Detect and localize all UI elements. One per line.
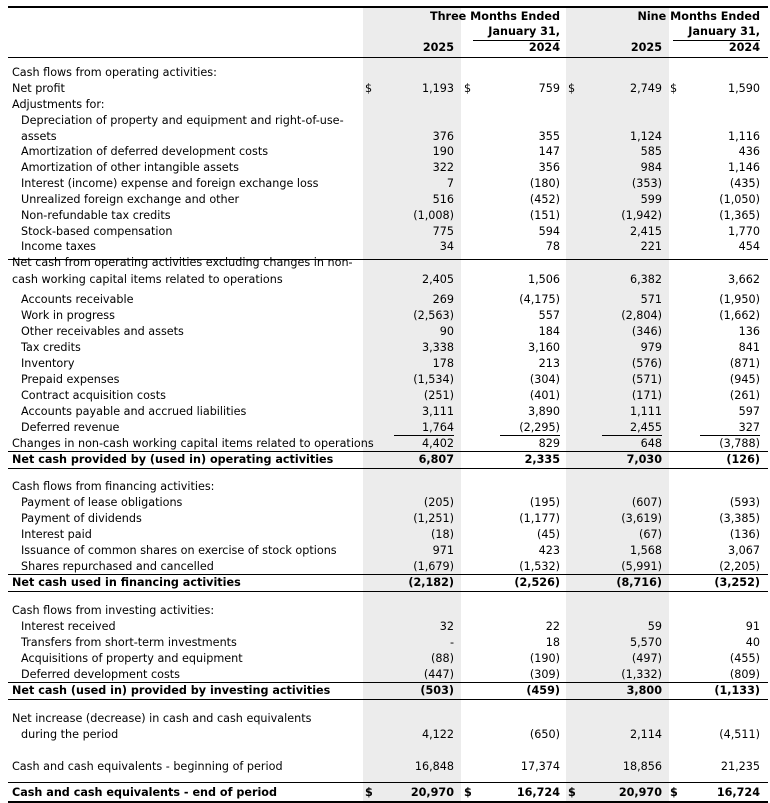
currency-symbol: $ [365,82,373,95]
value-cell: (447) [423,668,454,681]
statement-row [8,436,768,451]
statement-row [8,603,768,618]
value-cell: 190 [432,145,454,158]
row-label: Contract acquisition costs [21,389,166,402]
value-cell: 759 [538,82,560,95]
value-cell: 3,160 [527,341,560,354]
value-cell: (180) [529,177,560,190]
value-cell: (871) [729,357,760,370]
statement-row [8,239,768,254]
value-cell: 594 [538,225,560,238]
value-cell: 5,570 [629,636,662,649]
value-cell: 648 [640,437,662,450]
value-cell: (497) [631,652,662,665]
row-label: Net cash used in financing activities [12,576,241,589]
row-label: Net increase (decrease) in cash and cash equivalents [12,712,312,725]
value-cell: 147 [538,145,560,158]
statement-row [8,208,768,223]
value-cell: 4,402 [421,437,454,450]
value-cell: 436 [738,145,760,158]
value-cell: 971 [432,544,454,557]
value-cell: 376 [432,130,454,143]
nine-months-ended-heading: Nine Months Ended [637,10,760,23]
value-cell: 454 [738,240,760,253]
row-label: Payment of dividends [21,512,142,525]
value-cell: 2,114 [629,728,662,741]
value-cell: (1,942) [621,209,662,222]
row-label: Payment of lease obligations [21,496,183,509]
row-label: Interest (income) expense and foreign exchange loss [21,177,319,190]
value-cell: 2,749 [629,82,662,95]
row-label: Accounts receivable [21,293,134,306]
value-cell: 327 [738,421,760,434]
value-cell: 40 [745,636,760,649]
value-cell: 78 [545,240,560,253]
statement-row [8,113,768,128]
header-bottom-rule [8,57,768,58]
value-cell: (251) [423,389,454,402]
value-cell: 3,111 [421,405,454,418]
value-cell: (1,532) [519,560,560,573]
value-cell: 2,405 [421,273,454,286]
value-cell: (190) [529,652,560,665]
statement-row [8,420,768,435]
header-row-date [8,24,768,39]
currency-symbol: $ [464,786,472,799]
year-heading: 2024 [728,41,760,54]
currency-symbol: $ [464,82,472,95]
value-cell: (1,534) [413,373,454,386]
value-cell: (1,008) [413,209,454,222]
value-cell: 1,193 [421,82,454,95]
value-cell: 841 [738,341,760,354]
row-label: cash working capital items related to operations [12,273,283,286]
statement-row [8,372,768,387]
row-label: Cash flows from operating activities: [12,66,217,79]
statement-row [8,543,768,558]
statement-row [8,511,768,526]
value-cell: 221 [640,240,662,253]
value-cell: (435) [729,177,760,190]
value-cell: (2,804) [621,309,662,322]
value-cell: 1,506 [527,273,560,286]
statement-row [8,176,768,191]
value-cell: 90 [439,325,454,338]
value-cell: 91 [745,620,760,633]
value-cell: (650) [529,728,560,741]
value-cell: (945) [729,373,760,386]
section-rule [8,591,768,592]
value-cell: 7 [446,177,454,190]
value-cell: (1,050) [719,193,760,206]
value-cell: 516 [432,193,454,206]
value-cell: 585 [640,145,662,158]
value-cell: 571 [640,293,662,306]
statement-row [8,308,768,323]
row-label: Tax credits [21,341,81,354]
value-cell: (353) [631,177,662,190]
value-cell: (346) [631,325,662,338]
value-cell: 1,111 [629,405,662,418]
value-cell: 1,124 [629,130,662,143]
value-cell: (2,182) [408,576,454,589]
value-cell: (126) [726,453,760,466]
value-cell: (1,251) [413,512,454,525]
statement-row [8,495,768,510]
statement-row [8,559,768,574]
value-cell: (607) [631,496,662,509]
value-cell: (205) [423,496,454,509]
value-cell: 1,764 [421,421,454,434]
value-cell: 423 [538,544,560,557]
statement-row [8,683,768,698]
section-rule [8,699,768,700]
value-cell: 1,146 [727,161,760,174]
top-rule [8,6,768,8]
value-cell: 17,374 [520,760,560,773]
value-cell: 775 [432,225,454,238]
row-label: Accounts payable and accrued liabilities [21,405,247,418]
value-cell: 1,590 [727,82,760,95]
row-label: Transfers from short-term investments [21,636,237,649]
value-cell: (261) [729,389,760,402]
value-cell: 984 [640,161,662,174]
value-cell: (2,526) [514,576,560,589]
statement-row [8,340,768,355]
statement-row [8,160,768,175]
value-cell: 3,338 [421,341,454,354]
value-cell: (4,511) [719,728,760,741]
three-months-ended-heading: Three Months Ended [429,10,560,23]
value-cell: (3,788) [719,437,760,450]
value-cell: 16,724 [716,786,760,799]
currency-symbol: $ [670,786,678,799]
statement-row [8,759,768,774]
header-row-period [8,9,768,24]
value-cell: (5,991) [621,560,662,573]
value-cell: 322 [432,161,454,174]
row-label: Cash and cash equivalents - end of period [12,786,278,799]
year-heading: 2024 [528,41,560,54]
statement-row [8,635,768,650]
section-rule [8,451,768,452]
value-cell: (455) [729,652,760,665]
value-cell: (2,205) [719,560,760,573]
value-cell: (151) [529,209,560,222]
subtotal-rule [394,435,454,436]
statement-row [8,129,768,144]
value-cell: (3,252) [714,576,760,589]
row-label: Shares repurchased and cancelled [21,560,214,573]
statement-row [8,272,768,287]
subtotal-rule [500,435,560,436]
statement-row [8,711,768,726]
statement-row [8,97,768,112]
value-cell: 7,030 [626,453,662,466]
value-cell: (4,175) [519,293,560,306]
row-label: Net cash from operating activities excluding changes in non- [12,256,353,269]
value-cell: (1,332) [621,668,662,681]
row-label: Net profit [12,82,65,95]
value-cell: 1,568 [629,544,662,557]
statement-row [8,727,768,742]
subtotal-rule [602,435,662,436]
value-cell: 32 [439,620,454,633]
value-cell: 20,970 [618,786,662,799]
value-cell: 355 [538,130,560,143]
statement-row [8,404,768,419]
currency-symbol: $ [568,786,576,799]
value-cell: (136) [729,528,760,541]
value-cell: (576) [631,357,662,370]
section-rule [8,782,768,783]
value-cell: (88) [431,652,454,665]
row-label: Issuance of common shares on exercise of stock options [21,544,337,557]
value-cell: 16,848 [414,760,454,773]
statement-row [8,452,768,467]
row-label: assets [21,130,57,143]
value-cell: (1,950) [719,293,760,306]
value-cell: (503) [420,684,454,697]
statement-row [8,575,768,590]
value-cell: 4,122 [421,728,454,741]
statement-row [8,785,768,800]
row-label: Other receivables and assets [21,325,184,338]
value-cell: 3,067 [727,544,760,557]
value-cell: (304) [529,373,560,386]
statement-row [8,479,768,494]
value-cell: - [449,636,454,649]
value-cell: 2,335 [524,453,560,466]
value-cell: (401) [529,389,560,402]
section-rule [8,574,768,575]
row-label: Net cash provided by (used in) operating activities [12,453,334,466]
row-label: Prepaid expenses [21,373,120,386]
statement-row [8,388,768,403]
value-cell: (459) [526,684,560,697]
value-cell: 184 [538,325,560,338]
currency-symbol: $ [670,82,678,95]
row-label: Income taxes [21,240,96,253]
value-cell: (18) [431,528,454,541]
year-heading: 2025 [630,41,662,54]
value-cell: 356 [538,161,560,174]
value-cell: (2,295) [519,421,560,434]
value-cell: 6,807 [418,453,454,466]
value-cell: (2,563) [413,309,454,322]
value-cell: 16,724 [516,786,560,799]
row-label: Stock-based compensation [21,225,173,238]
year-heading: 2025 [422,41,454,54]
value-cell: (1,177) [519,512,560,525]
row-label: Changes in non-cash working capital items related to operations [12,437,374,450]
value-cell: (195) [529,496,560,509]
value-cell: 3,800 [626,684,662,697]
statement-row [8,224,768,239]
value-cell: 1,770 [727,225,760,238]
statement-row [8,144,768,159]
value-cell: (452) [529,193,560,206]
value-cell: (45) [537,528,560,541]
row-label: Cash flows from financing activities: [12,480,215,493]
row-label: during the period [21,728,119,741]
row-label: Unrealized foreign exchange and other [21,193,240,206]
row-label: Deferred revenue [21,421,120,434]
value-cell: 2,415 [629,225,662,238]
statement-row [8,324,768,339]
statement-row [8,356,768,371]
value-cell: (171) [631,389,662,402]
nine-months-date-heading: January 31, [688,25,760,38]
value-cell: 3,662 [727,273,760,286]
value-cell: (1,662) [719,309,760,322]
row-label: Non-refundable tax credits [21,209,171,222]
statement-row [8,619,768,634]
value-cell: (67) [639,528,662,541]
value-cell: 21,235 [720,760,760,773]
row-label: Depreciation of property and equipment and right-of-use- [21,114,344,127]
value-cell: 34 [439,240,454,253]
currency-symbol: $ [568,82,576,95]
statement-row [8,651,768,666]
row-label: Work in progress [21,309,115,322]
value-cell: 20,970 [410,786,454,799]
value-cell: 18 [545,636,560,649]
value-cell: (3,619) [621,512,662,525]
row-label: Amortization of deferred development costs [21,145,269,158]
value-cell: (809) [729,668,760,681]
value-cell: (1,365) [719,209,760,222]
value-cell: 597 [738,405,760,418]
three-months-date-heading: January 31, [488,25,560,38]
statement-row [8,81,768,96]
statement-row [8,527,768,542]
statement-row [8,292,768,307]
statement-row [8,65,768,80]
section-rule [8,682,768,683]
row-label: Interest paid [21,528,92,541]
value-cell: 2,455 [629,421,662,434]
row-label: Net cash (used in) provided by investing activities [12,684,331,697]
value-cell: 269 [432,293,454,306]
currency-symbol: $ [365,786,373,799]
value-cell: 557 [538,309,560,322]
row-label: Deferred development costs [21,668,181,681]
value-cell: 178 [432,357,454,370]
statement-row [8,255,768,270]
value-cell: 213 [538,357,560,370]
value-cell: (571) [631,373,662,386]
value-cell: (1,133) [714,684,760,697]
value-cell: 1,116 [727,130,760,143]
value-cell: (309) [529,668,560,681]
value-cell: (593) [729,496,760,509]
value-cell: 829 [538,437,560,450]
statement-row [8,667,768,682]
value-cell: (3,385) [719,512,760,525]
row-label: Cash flows from investing activities: [12,604,215,617]
row-label: Amortization of other intangible assets [21,161,239,174]
value-cell: (8,716) [616,576,662,589]
value-cell: 599 [640,193,662,206]
value-cell: (1,679) [413,560,454,573]
value-cell: 59 [647,620,662,633]
value-cell: 136 [738,325,760,338]
subtotal-rule [700,435,760,436]
value-cell: 22 [545,620,560,633]
header-row-years [8,40,768,55]
row-label: Inventory [21,357,75,370]
row-label: Interest received [21,620,116,633]
value-cell: 6,382 [629,273,662,286]
section-rule [8,259,768,260]
row-label: Cash and cash equivalents - beginning of period [12,760,283,773]
row-label: Adjustments for: [12,98,105,111]
value-cell: 3,890 [527,405,560,418]
value-cell: 18,856 [622,760,662,773]
statement-row [8,192,768,207]
value-cell: 979 [640,341,662,354]
section-rule [8,468,768,469]
row-label: Acquisitions of property and equipment [21,652,243,665]
